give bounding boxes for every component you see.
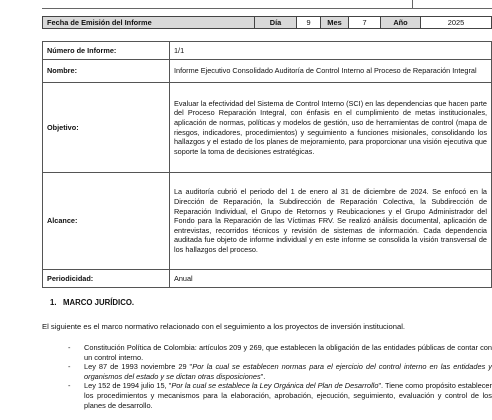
table-row: [43, 270, 492, 288]
dash-bullet-icon: -: [68, 381, 71, 391]
list-item: [68, 381, 492, 410]
law-italic: Por la cual se establecen normas para el ejercicio del control interno en las entidades y organismos del estado y se dictan otras disposiciones: [84, 362, 492, 381]
alcance-value: La auditoría cubrió el periodo del 1 de enero al 31 de diciembre de 2024. Se enfocó en la Dirección de Reparación, la Subdirección de Reparación Colectiva, la Subdirección de Reparación Individual, el Grupo de Retornos y Reubicaciones y el Grupo Administrador del Fondo para la Reparación de las Víctimas FRV. Se realizó análisis documental, aplicación de entrevistas, recorridos técnicos y revisión de sistemas de información. Cada dependencia auditada fue objeto de informe individual y en este informe se consolida la visión transversal de los hallazgos del proceso.: [170, 173, 492, 270]
alcance-label: Alcance:: [43, 173, 170, 270]
emission-date-row: [42, 16, 492, 29]
emission-label: Fecha de Emisión del Informe: [43, 17, 255, 28]
report-info-table: [42, 41, 492, 288]
day-value: 9: [297, 17, 321, 28]
numero-label: Número de Informe:: [43, 42, 170, 60]
table-row: [43, 83, 492, 173]
year-label: Año: [381, 17, 421, 28]
nombre-value: Informe Ejecutivo Consolidado Auditoría de Control Interno al Proceso de Reparación Integral: [170, 60, 492, 83]
intro-paragraph: El siguiente es el marco normativo relacionado con el seguimiento a los proyectos de inversión institucional.: [42, 322, 406, 331]
list-item: [68, 362, 492, 381]
section-number: 1.: [50, 298, 57, 307]
law-text: Constitución Política de Colombia: artículos 209 y 269, que establecen la obligación de las entidades públicas de contar con un control interno.: [84, 343, 492, 362]
law-tail: ". Tiene como propósito establecer los procedimientos y mecanismos para la elaboración, aprobación, ejecución, seguimiento, evaluación y control de los planes de desarrollo.: [84, 381, 492, 410]
law-italic: Por la cual se establece la Ley Orgánica del Plan de Desarrollo: [171, 381, 379, 391]
day-label: Día: [255, 17, 297, 28]
law-tail: ".: [260, 371, 266, 381]
periodicidad-value: Anual: [170, 270, 492, 288]
periodicidad-label: Periodicidad:: [43, 270, 170, 288]
law-lead: Ley 152 de 1994 julio 15, ": [84, 381, 172, 391]
dash-bullet-icon: -: [68, 343, 71, 352]
dash-bullet-icon: -: [68, 362, 71, 372]
top-table-divider: [412, 0, 413, 8]
top-table-edge: [42, 0, 492, 9]
list-item: [68, 343, 492, 362]
section-title: MARCO JURÍDICO.: [63, 298, 135, 307]
table-row: [43, 60, 492, 83]
laws-list: [68, 343, 492, 410]
year-value: 2025: [447, 18, 465, 27]
month-label: Mes: [321, 17, 349, 28]
section-heading: [50, 298, 134, 307]
objetivo-value: Evaluar la efectividad del Sistema de Control Interno (SCI) en las dependencias que hacen parte del Proceso Reparación Integral, con énfasis en el cumplimiento de metas institucionales, aplicación de normas, políticas y modelos de gestión, uso de herramientas de control (mapa de riesgos, indicadores, procedimientos) y seguimiento a funciones misionales, consolidando los hallazgos y el estado de los planes de mejoramiento, para proporcionar una visión ejecutiva que soporte la toma de decisiones estratégicas.: [170, 83, 492, 173]
table-row: [43, 173, 492, 270]
objetivo-label: Objetivo:: [43, 83, 170, 173]
law-lead: Ley 87 de 1993 noviembre 29 ": [84, 362, 193, 372]
nombre-label: Nombre:: [43, 60, 170, 83]
table-row: [43, 42, 492, 60]
numero-value: 1/1: [170, 42, 492, 60]
month-value: 7: [349, 17, 381, 28]
